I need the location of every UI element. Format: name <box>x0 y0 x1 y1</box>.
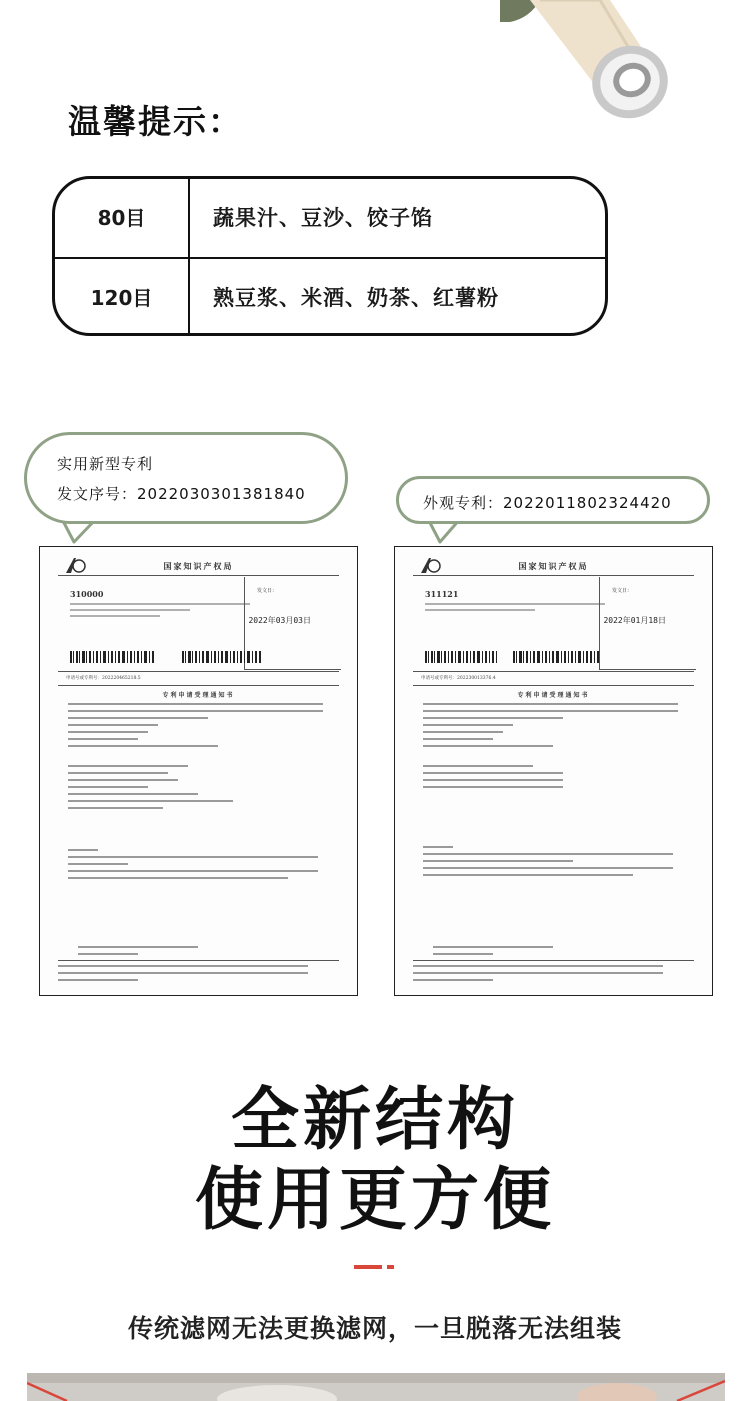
headline-line-1: 全新结构 <box>230 1081 519 1160</box>
send-date-label: 发文日： <box>256 588 277 594</box>
headline-line-2: 使用更方便 <box>194 1161 555 1240</box>
barcode-image <box>425 651 617 663</box>
doc-address-lines <box>70 603 260 622</box>
design-patent-serial: 外观专利：2022011802324420 <box>423 494 672 512</box>
utility-patent-label: 实用新型专利 <box>57 455 154 473</box>
divider <box>58 575 339 576</box>
divider <box>413 575 694 576</box>
send-date: 2022年03月03日 <box>248 616 311 625</box>
send-date-label: 发文日： <box>611 588 632 594</box>
subheading: 传统滤网无法更换滤网，一旦脱落无法组装 <box>127 1314 622 1343</box>
accent-divider <box>354 1265 394 1269</box>
product-photo-strip <box>27 1373 725 1401</box>
barcode-image <box>70 651 262 663</box>
patent-notice-document <box>39 546 358 996</box>
mesh-size-cell: 80目 <box>97 206 146 230</box>
doc-postcode: 311121 <box>425 589 459 599</box>
divider <box>58 671 339 672</box>
application-number: 申请号或专利号：202220465218.5 <box>66 676 141 681</box>
doc-title: 专利申请受理通知书 <box>162 692 235 699</box>
application-number: 申请号或专利号：202230013376.4 <box>421 676 496 681</box>
doc-body-text <box>68 703 331 884</box>
design-patent-bubble <box>396 476 710 524</box>
doc-postcode: 310000 <box>70 589 104 599</box>
utility-patent-serial: 发文序号：2022030301381840 <box>57 485 306 503</box>
patent-notice-document <box>394 546 713 996</box>
send-date: 2022年01月18日 <box>603 616 666 625</box>
mesh-use-cell: 蔬果汁、豆沙、饺子馅 <box>213 206 433 230</box>
doc-header: 国家知识产权局 <box>518 561 589 571</box>
doc-title: 专利申请受理通知书 <box>517 692 590 699</box>
doc-body-text <box>423 703 686 881</box>
mesh-use-cell: 熟豆浆、米酒、奶茶、红薯粉 <box>213 286 499 310</box>
doc-address-lines <box>425 603 615 616</box>
mesh-size-cell: 120目 <box>90 286 153 310</box>
tips-title: 温馨提示： <box>68 102 243 141</box>
doc-header: 国家知识产权局 <box>163 561 234 571</box>
doc-footer <box>58 946 339 981</box>
divider <box>413 685 694 686</box>
divider <box>413 671 694 672</box>
utility-patent-bubble <box>24 432 348 524</box>
divider <box>58 685 339 686</box>
doc-footer <box>413 946 694 981</box>
